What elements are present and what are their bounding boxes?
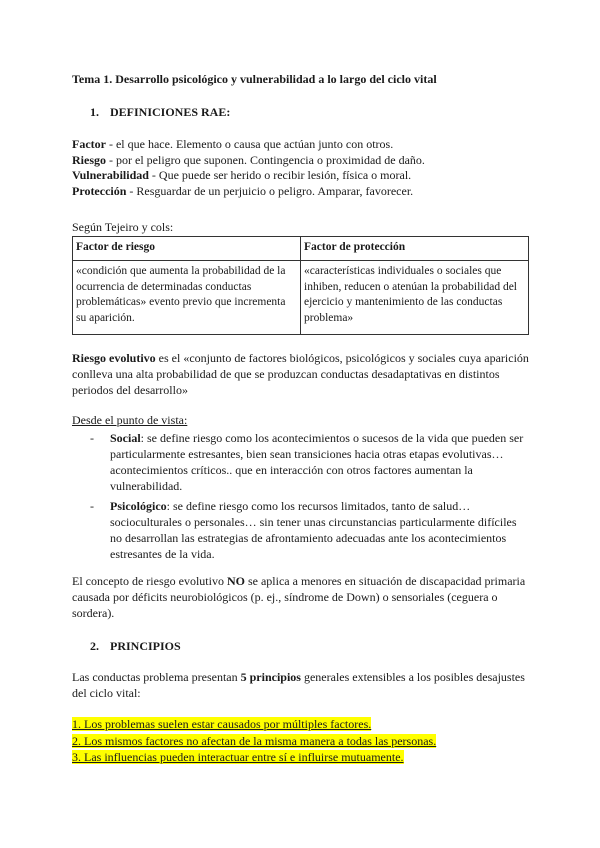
highlighted-principle: 3. Las influencias pueden interactuar entre sí e influirse mutuamente. bbox=[72, 750, 404, 764]
highlighted-principle: 1. Los problemas suelen estar causados por múltiples factores. bbox=[72, 717, 372, 731]
dash-bullet: - bbox=[90, 431, 94, 445]
section-heading-definiciones bbox=[90, 104, 550, 120]
riesgo-evolutivo-term: Riesgo evolutivo bbox=[72, 351, 156, 365]
list-item bbox=[72, 716, 436, 733]
definition-text: - el que hace. Elemento o causa que actúan junto con otros. bbox=[105, 137, 394, 151]
table-cell-riesgo: «condición que aumenta la probabilidad de la ocurrencia de determinadas conductas problemáticas» evento previo que incrementa su aparición. bbox=[73, 261, 301, 335]
table-row bbox=[73, 261, 529, 335]
section-title: PRINCIPIOS bbox=[110, 639, 181, 653]
definition-term: Protección bbox=[72, 183, 127, 198]
conductas-bold: 5 principios bbox=[240, 670, 301, 684]
concepto-nota-paragraph bbox=[72, 573, 532, 621]
desde-punto-de-vista: Desde el punto de vista: bbox=[72, 413, 188, 427]
conductas-paragraph bbox=[72, 669, 532, 701]
viewpoints-list bbox=[90, 430, 530, 562]
viewpoint-term: Psicológico bbox=[110, 499, 167, 513]
definitions-list bbox=[72, 137, 532, 199]
list-item bbox=[90, 430, 530, 494]
section-heading-principios bbox=[90, 638, 550, 654]
definition-factor bbox=[72, 137, 532, 153]
viewpoint-text: : se define riesgo como los acontecimientos o sucesos de la vida que pueden ser particularmente estresantes, bien sean transiciones hacia otras etapas evolutivas… acontecimientos críticos.. que en interacción con otros factores aumentan la vulnerabilidad. bbox=[110, 431, 524, 493]
nota-text-after: se aplica a menores en situación de discapacidad primaria causada por déficits neurobiológicos (p. ej., síndrome de Down) o sensoriales (ceguera o sordera). bbox=[72, 574, 526, 620]
risk-protection-table bbox=[72, 236, 529, 335]
definition-term: Vulnerabilidad bbox=[72, 168, 149, 182]
document-title: Tema 1. Desarrollo psicológico y vulnerabilidad a lo largo del ciclo vital bbox=[72, 72, 437, 86]
section-number: 2. bbox=[90, 639, 99, 653]
definition-vulnerabilidad bbox=[72, 168, 532, 184]
definition-proteccion bbox=[72, 184, 532, 200]
conductas-text-before: Las conductas problema presentan bbox=[72, 670, 241, 684]
principios-list bbox=[72, 716, 436, 766]
list-item bbox=[90, 498, 530, 562]
riesgo-evolutivo-text: es el «conjunto de factores biológicos, psicológicos y sociales cuya aparición conlleva una alta probabilidad de que se produzcan conductas desadaptativas en distintos periodos del desarrollo» bbox=[72, 351, 529, 397]
nota-bold: NO bbox=[226, 574, 245, 588]
table-header-riesgo: Factor de riesgo bbox=[73, 237, 301, 261]
conductas-text-after: generales extensibles a los posibles desajustes del ciclo vital: bbox=[72, 670, 525, 700]
highlighted-principle: 2. Los mismos factores no afectan de la misma manera a todas las personas. bbox=[72, 733, 437, 748]
table-header-row bbox=[73, 237, 529, 261]
table-header-proteccion: Factor de protección bbox=[301, 237, 529, 261]
definition-text: - Que puede ser herido o recibir lesión, física o moral. bbox=[148, 168, 412, 182]
segun-tejeiro: Según Tejeiro y cols: bbox=[72, 220, 174, 234]
section-title: DEFINICIONES RAE: bbox=[110, 105, 231, 119]
riesgo-evolutivo-paragraph bbox=[72, 350, 532, 398]
definition-term: Riesgo bbox=[72, 152, 106, 167]
list-item bbox=[72, 749, 436, 766]
viewpoint-text: : se define riesgo como los recursos limitados, tanto de salud… socioculturales o personales… sin tener unas circunstancias particularmente difíciles no desarrollan las estrategias de afrontamiento adecuadas ante los acontecimientos estresantes de la vida. bbox=[110, 499, 517, 561]
definition-term: Factor bbox=[72, 137, 106, 151]
nota-text-before: El concepto de riesgo evolutivo bbox=[72, 574, 227, 588]
list-item bbox=[72, 733, 436, 750]
viewpoint-term: Social bbox=[110, 431, 141, 445]
section-number: 1. bbox=[90, 105, 99, 119]
definition-text: - por el peligro que suponen. Contingencia o proximidad de daño. bbox=[106, 152, 425, 167]
table-cell-proteccion: «características individuales o sociales que inhiben, reducen o atenúan la probabilidad del ejercicio y mantenimiento de las conductas problema» bbox=[301, 261, 529, 335]
dash-bullet: - bbox=[90, 499, 94, 513]
definition-text: - Resguardar de un perjuicio o peligro. Amparar, favorecer. bbox=[126, 183, 414, 198]
definition-riesgo bbox=[72, 153, 532, 169]
